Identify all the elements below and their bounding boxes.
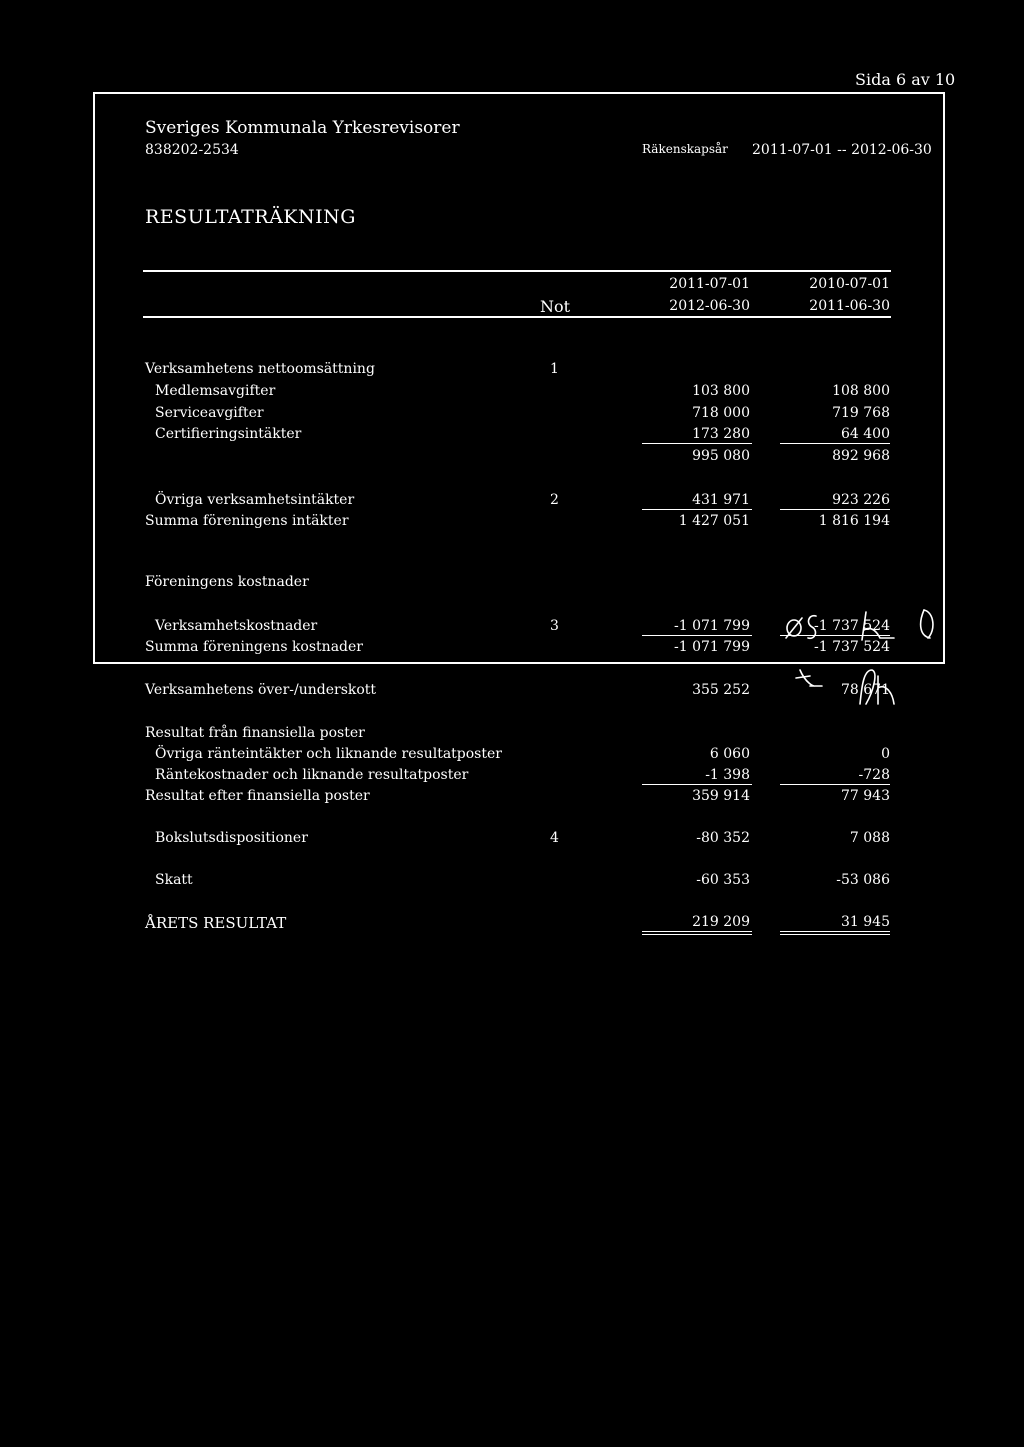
row-current: 355 252 — [692, 682, 750, 698]
row-label: Medlemsavgifter — [155, 383, 276, 399]
row-current: 1 427 051 — [678, 513, 750, 529]
page-number: Sida 6 av 10 — [855, 70, 956, 89]
row-prior: 31 945 — [841, 914, 890, 930]
row-label: Verksamhetens över-/underskott — [145, 682, 377, 698]
row-current: -80 352 — [696, 830, 750, 846]
subtotal-rule — [780, 443, 890, 444]
row-prior: -53 086 — [836, 872, 890, 888]
subtotal-rule — [780, 784, 890, 785]
row-current: -60 353 — [696, 872, 750, 888]
row-current: 219 209 — [692, 914, 750, 930]
row-label: Resultat efter finansiella poster — [145, 788, 370, 804]
subtotal-rule — [642, 635, 752, 636]
row-label: Summa föreningens kostnader — [145, 639, 363, 655]
organization-name: Sveriges Kommunala Yrkesrevisorer — [145, 118, 460, 138]
organization-number: 838202-2534 — [145, 142, 239, 158]
total-double-rule — [780, 934, 890, 935]
row-current: 431 971 — [692, 492, 750, 508]
row-current: -1 071 799 — [674, 639, 750, 655]
row-current: 995 080 — [692, 448, 750, 464]
row-prior: 719 768 — [832, 405, 890, 421]
fiscal-year-label: Räkenskapsår — [642, 142, 728, 156]
row-note: 2 — [550, 492, 559, 508]
prior-period-to: 2011-06-30 — [809, 298, 890, 314]
row-label: Certifieringsintäkter — [155, 426, 302, 442]
header-bottom-rule — [143, 316, 891, 318]
row-label: Verksamhetskostnader — [155, 618, 318, 634]
row-prior: 64 400 — [841, 426, 890, 442]
total-double-rule — [642, 931, 752, 932]
row-label: Verksamhetens nettoomsättning — [145, 361, 375, 377]
row-prior: 7 088 — [849, 830, 890, 846]
prior-period-from: 2010-07-01 — [809, 276, 890, 292]
row-current: 103 800 — [692, 383, 750, 399]
row-prior: 892 968 — [832, 448, 890, 464]
row-current: -1 071 799 — [674, 618, 750, 634]
current-period-from: 2011-07-01 — [669, 276, 750, 292]
section-heading: Föreningens kostnader — [145, 574, 309, 590]
row-prior: 0 — [881, 746, 890, 762]
subtotal-rule — [780, 509, 890, 510]
section-heading: Resultat från finansiella poster — [145, 725, 365, 741]
row-note: 1 — [550, 361, 559, 377]
row-current: 173 280 — [692, 426, 750, 442]
row-current: 6 060 — [709, 746, 750, 762]
row-label: Summa föreningens intäkter — [145, 513, 349, 529]
row-note: 3 — [550, 618, 559, 634]
row-prior: 1 816 194 — [818, 513, 890, 529]
row-label: Bokslutsdispositioner — [155, 830, 308, 846]
note-column-header: Not — [540, 297, 571, 316]
row-prior: 78 671 — [841, 682, 890, 698]
current-period-to: 2012-06-30 — [669, 298, 750, 314]
row-label: Räntekostnader och liknande resultatposter — [155, 767, 469, 783]
row-label: Övriga verksamhetsintäkter — [155, 492, 355, 508]
total-double-rule — [642, 934, 752, 935]
row-label: Serviceavgifter — [155, 405, 264, 421]
subtotal-rule — [642, 509, 752, 510]
page-title: RESULTATRÄKNING — [145, 206, 356, 228]
row-prior: -728 — [858, 767, 890, 783]
row-label: Övriga ränteintäkter och liknande resultatposter — [155, 746, 502, 762]
total-double-rule — [780, 931, 890, 932]
row-current: 718 000 — [692, 405, 750, 421]
row-current: -1 398 — [705, 767, 750, 783]
row-current: 359 914 — [692, 788, 750, 804]
row-label: Skatt — [155, 872, 193, 888]
subtotal-rule — [642, 784, 752, 785]
signature-initials — [770, 600, 950, 720]
subtotal-rule — [642, 443, 752, 444]
row-prior: -1 737 524 — [814, 618, 890, 634]
row-prior: 108 800 — [832, 383, 890, 399]
row-note: 4 — [550, 830, 559, 846]
header-top-rule — [143, 270, 891, 272]
row-label: ÅRETS RESULTAT — [145, 914, 287, 932]
row-prior: 77 943 — [841, 788, 890, 804]
row-prior: 923 226 — [832, 492, 890, 508]
fiscal-year-value: 2011-07-01 -- 2012-06-30 — [752, 142, 932, 158]
row-prior: -1 737 524 — [814, 639, 890, 655]
